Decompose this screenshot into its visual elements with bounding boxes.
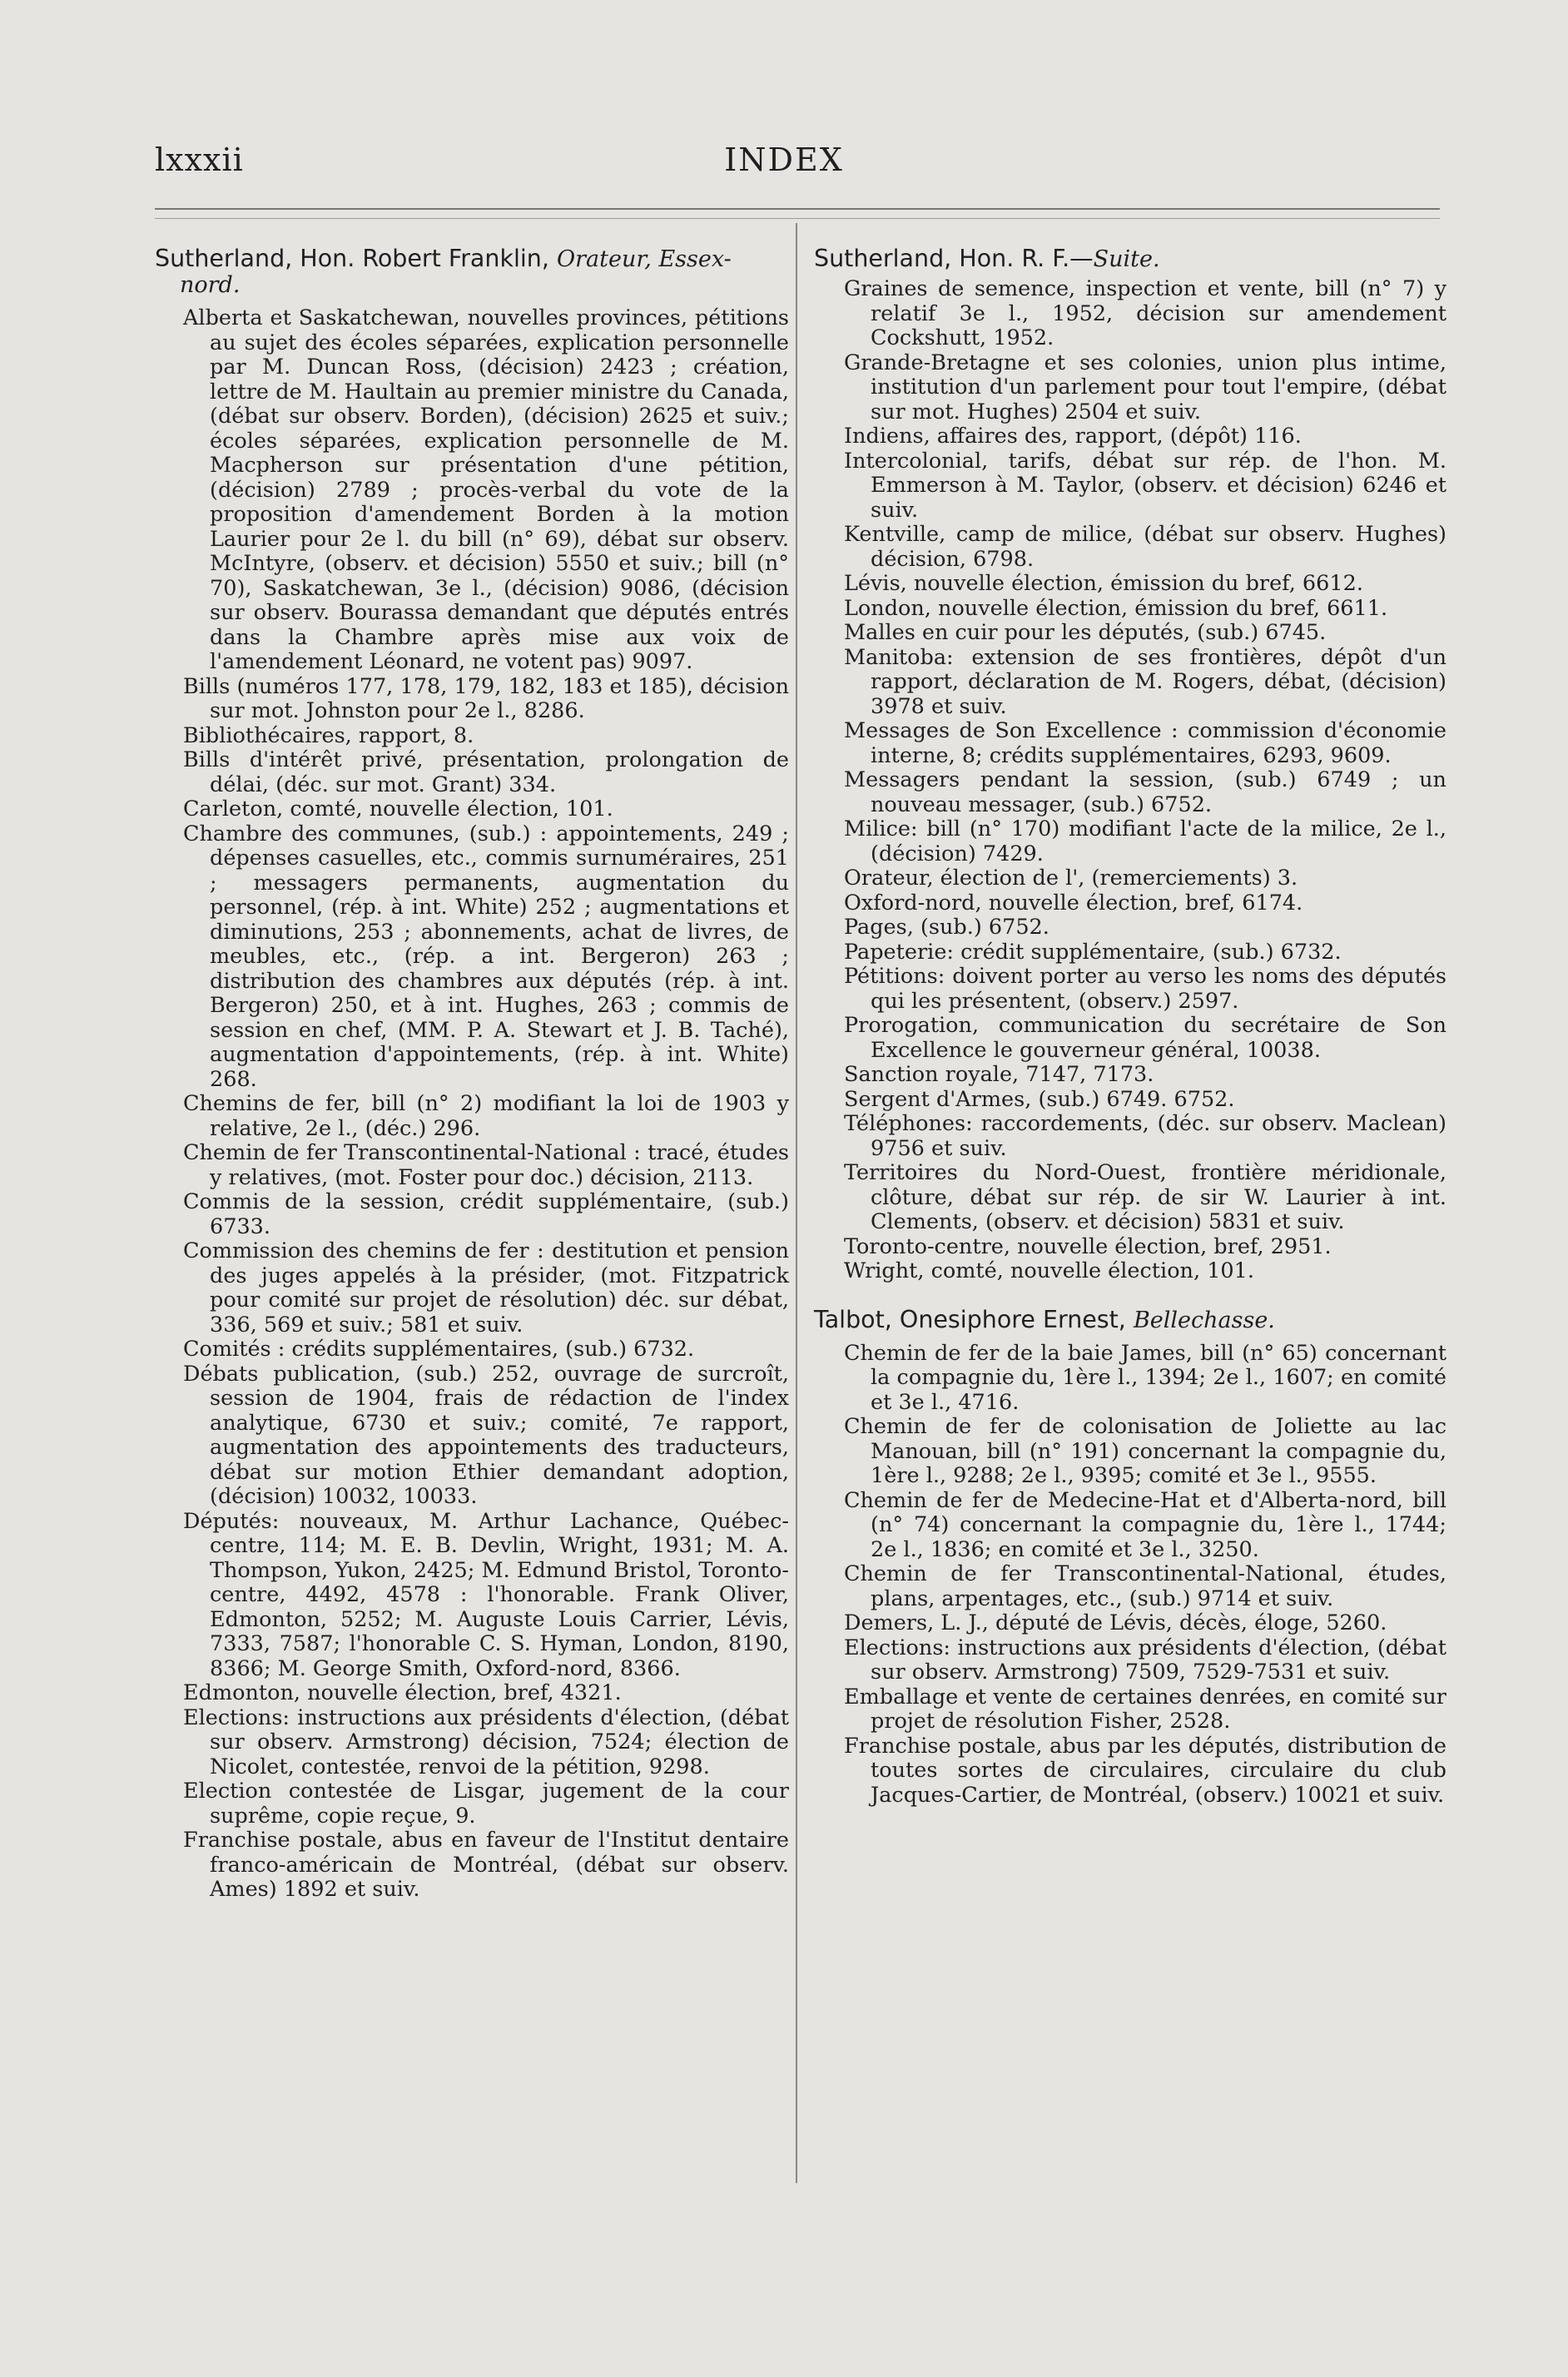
index-entry: Emballage et vente de certaines denrées, en comité sur projet de résolution Fisher, 2528. xyxy=(844,1684,1446,1734)
index-entry: Chemin de fer de colonisation de Joliette au lac Manouan, bill (n° 191) concernant la compagnie du, 1ère l., 9288; 2e l., 9395; comité et 3e l., 9555. xyxy=(844,1414,1446,1488)
entry-heading-sutherland xyxy=(155,246,789,298)
index-entry: Débats publication, (sub.) 252, ouvrage de surcroît, session de 1904, frais de rédaction de l'index analytique, 6730 et suiv.; comité, 7e rapport, augmentation des appointements des traducteurs, débat sur motion Ethier demandant adoption, (décision) 10032, 10033. xyxy=(183,1361,789,1509)
header-rule xyxy=(155,208,1440,210)
left-column xyxy=(155,246,789,1903)
index-entry: Sanction royale, 7147, 7173. xyxy=(844,1062,1154,1087)
heading-name: Sutherland, Hon. Robert Franklin, xyxy=(155,245,549,272)
header-rule-thin xyxy=(155,218,1440,219)
index-entry: Chemins de fer, bill (n° 2) modifiant la loi de 1903 y relative, 2e l., (déc.) 296. xyxy=(183,1091,789,1141)
section-gap xyxy=(814,1284,1446,1308)
page-number: lxxxii xyxy=(155,141,244,178)
index-entry: Prorogation, communication du secrétaire de Son Excellence le gouverneur général, 10038. xyxy=(844,1013,1446,1063)
index-entry: Messages de Son Excellence : commission d'économie interne, 8; crédits supplémentaires, 6293, 9609. xyxy=(844,718,1446,768)
index-entry: Alberta et Saskatchewan, nouvelles provinces, pétitions au sujet des écoles séparées, explication personnelle par M. Duncan Ross, (décision) 2423 ; création, lettre de M. Haultain au premier ministre du Canada, (débat sur observ. Borden), (décision) 2625 et suiv.; écoles séparées, explication personnelle de M. Macpherson sur présentation d'une pétition, (décision) 2789 ; procès-verbal du vote de la proposition d'amendement Borden à la motion Laurier pour 2e l. du bill (n° 69), débat sur observ. McIntyre, (observ. et décision) 5550 et suiv.; bill (n° 70), Saskatchewan, 3e l., (décision) 9086, (décision sur observ. Bourassa demandant que députés entrés dans la Chambre après mise aux voix de l'amendement Léonard, ne votent pas) 9097. xyxy=(183,305,789,674)
index-entry: Commis de la session, crédit supplémentaire, (sub.) 6733. xyxy=(183,1189,789,1239)
heading-name: Talbot, Onesiphore Ernest, xyxy=(814,1305,1126,1333)
index-entry: Pages, (sub.) 6752. xyxy=(844,915,1049,940)
heading-suffix: Suite. xyxy=(1093,246,1160,272)
index-entry: Franchise postale, abus par les députés, distribution de toutes sortes de circulaires, circulaire du club Jacques-Cartier, de Montréal, (observ.) 10021 et suiv. xyxy=(844,1733,1446,1808)
index-entry: Election contestée de Lisgar, jugement de la cour suprême, copie reçue, 9. xyxy=(183,1779,789,1829)
index-entry: Commission des chemins de fer : destitution et pension des juges appelés à la présider, (mot. Fitzpatrick pour comité sur projet de résolution) déc. sur débat, 336, 569 et suiv.; 581 et suiv. xyxy=(183,1238,789,1337)
index-entry: Malles en cuir pour les députés, (sub.) 6745. xyxy=(844,620,1327,645)
column-divider xyxy=(796,223,797,2183)
left-entries xyxy=(155,306,789,1903)
index-entry: Milice: bill (n° 170) modifiant l'acte de la milice, 2e l., (décision) 7429. xyxy=(844,816,1446,866)
index-entry: Graines de semence, inspection et vente, bill (n° 7) y relatif 3e l., 1952, décision sur amendement Cockshutt, 1952. xyxy=(844,276,1446,350)
index-entry: Téléphones: raccordements, (déc. sur observ. Maclean) 9756 et suiv. xyxy=(844,1111,1446,1161)
running-head: INDEX xyxy=(724,141,844,178)
heading-name: Sutherland, Hon. R. F.— xyxy=(814,245,1094,272)
heading-role: Orateur, Essex-nord. xyxy=(180,246,732,298)
index-entry: Manitoba: extension de ses frontières, dépôt d'un rapport, déclaration de M. Rogers, débat, (décision) 3978 et suiv. xyxy=(844,644,1446,719)
index-entry: Indiens, affaires des, rapport, (dépôt) 116. xyxy=(844,424,1302,449)
index-entry: Carleton, comté, nouvelle élection, 101. xyxy=(183,796,613,821)
index-entry: Toronto-centre, nouvelle élection, bref, 2951. xyxy=(844,1233,1332,1259)
index-entry: Chemin de fer de Medecine-Hat et d'Alberta-nord, bill (n° 74) concernant la compagnie du, 1ère l., 1744; 2e l., 1836; en comité et 3e l., 3250. xyxy=(844,1487,1446,1562)
index-entry: Bills d'intérêt privé, présentation, prolongation de délai, (déc. sur mot. Grant) 334. xyxy=(183,747,789,797)
index-entry: Lévis, nouvelle élection, émission du bref, 6612. xyxy=(844,571,1363,596)
index-entry: Chemin de fer de la baie James, bill (n° 65) concernant la compagnie du, 1ère l., 1394; 2e l., 1607; en comité et 3e l., 4716. xyxy=(844,1340,1446,1415)
index-entry: Elections: instructions aux présidents d'élection, (débat sur observ. Armstrong) décision, 7524; élection de Nicolet, contestée, renvoi de la pétition, 9298. xyxy=(183,1705,789,1779)
index-entry: Demers, L. J., député de Lévis, décès, éloge, 5260. xyxy=(844,1610,1387,1635)
index-entry: Kentville, camp de milice, (débat sur observ. Hughes) décision, 6798. xyxy=(844,522,1446,572)
talbot-entries xyxy=(814,1342,1446,1809)
right-column xyxy=(814,246,1446,1808)
index-entry: Sergent d'Armes, (sub.) 6749. 6752. xyxy=(844,1086,1235,1112)
index-entry: Edmonton, nouvelle élection, bref, 4321. xyxy=(183,1680,622,1705)
index-entry: Franchise postale, abus en faveur de l'Institut dentaire franco-américain de Montréal, (débat sur observ. Ames) 1892 et suiv. xyxy=(183,1828,789,1902)
index-entry: Oxford-nord, nouvelle élection, bref, 6174. xyxy=(844,890,1303,916)
index-entry: Territoires du Nord-Ouest, frontière méridionale, clôture, débat sur rép. de sir W. Laurier à int. Clements, (observ. et décision) 5831 et suiv. xyxy=(844,1160,1446,1234)
entry-heading-sutherland-suite xyxy=(814,246,1446,272)
index-entry: Députés: nouveaux, M. Arthur Lachance, Québec-centre, 114; M. E. B. Devlin, Wright, 1931; M. A. Thompson, Yukon, 2425; M. Edmund Bristol, Toronto-centre, 4492, 4578 : l'honorable. Frank Oliver, Edmonton, 5252; M. Auguste Louis Carrier, Lévis, 7333, 7587; l'honorable C. S. Hyman, London, 8190, 8366; M. George Smith, Oxford-nord, 8366. xyxy=(183,1508,789,1681)
index-entry: Grande-Bretagne et ses colonies, union plus intime, institution d'un parlement pour tout l'empire, (débat sur mot. Hughes) 2504 et suiv. xyxy=(844,350,1446,424)
index-entry: Chambre des communes, (sub.) : appointements, 249 ; dépenses casuelles, etc., commis surnuméraires, 251 ; messagers permanents, augmentation du personnel, (rép. à int. White) 252 ; augmentations et diminutions, 253 ; abonnements, achat de livres, de meubles, etc., (rép. a int. Bergeron) 263 ; distribution des chambres aux députés (rép. à int. Bergeron) 250, et à int. Hughes, 263 ; commis de session en chef, (MM. P. A. Stewart et J. B. Taché), augmentation d'appointements, (rép. à int. White) 268. xyxy=(183,821,789,1092)
index-entry: Bibliothécaires, rapport, 8. xyxy=(183,722,474,748)
index-entry: Elections: instructions aux présidents d'élection, (débat sur observ. Armstrong) 7509, 7529-7531 et suiv. xyxy=(844,1635,1446,1685)
index-entry: Comités : crédits supplémentaires, (sub.) 6732. xyxy=(183,1337,695,1362)
index-entry: Orateur, élection de l', (remerciements) 3. xyxy=(844,866,1298,891)
index-entry: Chemin de fer Transcontinental-National : tracé, études y relatives, (mot. Foster pour doc.) décision, 2113. xyxy=(183,1140,789,1190)
index-entry: Chemin de fer Transcontinental-National, études, plans, arpentages, etc., (sub.) 9714 et suiv. xyxy=(844,1561,1446,1611)
index-entry: London, nouvelle élection, émission du bref, 6611. xyxy=(844,595,1388,621)
index-entry: Wright, comté, nouvelle élection, 101. xyxy=(844,1258,1254,1283)
index-entry: Papeterie: crédit supplémentaire, (sub.) 6732. xyxy=(844,939,1342,965)
index-entry: Intercolonial, tarifs, débat sur rép. de l'hon. M. Emmerson à M. Taylor, (observ. et décision) 6246 et suiv. xyxy=(844,448,1446,523)
index-entry: Pétitions: doivent porter au verso les noms des députés qui les présentent, (observ.) 2597. xyxy=(844,964,1446,1014)
entry-heading-talbot xyxy=(814,1305,1446,1333)
right-entries xyxy=(814,277,1446,1284)
heading-role: Bellechasse. xyxy=(1133,1307,1275,1333)
index-entry: Bills (numéros 177, 178, 179, 182, 183 et 185), décision sur mot. Johnston pour 2e l., 8286. xyxy=(183,673,789,723)
index-entry: Messagers pendant la session, (sub.) 6749 ; un nouveau messager, (sub.) 6752. xyxy=(844,767,1446,817)
page-header xyxy=(0,141,1568,191)
